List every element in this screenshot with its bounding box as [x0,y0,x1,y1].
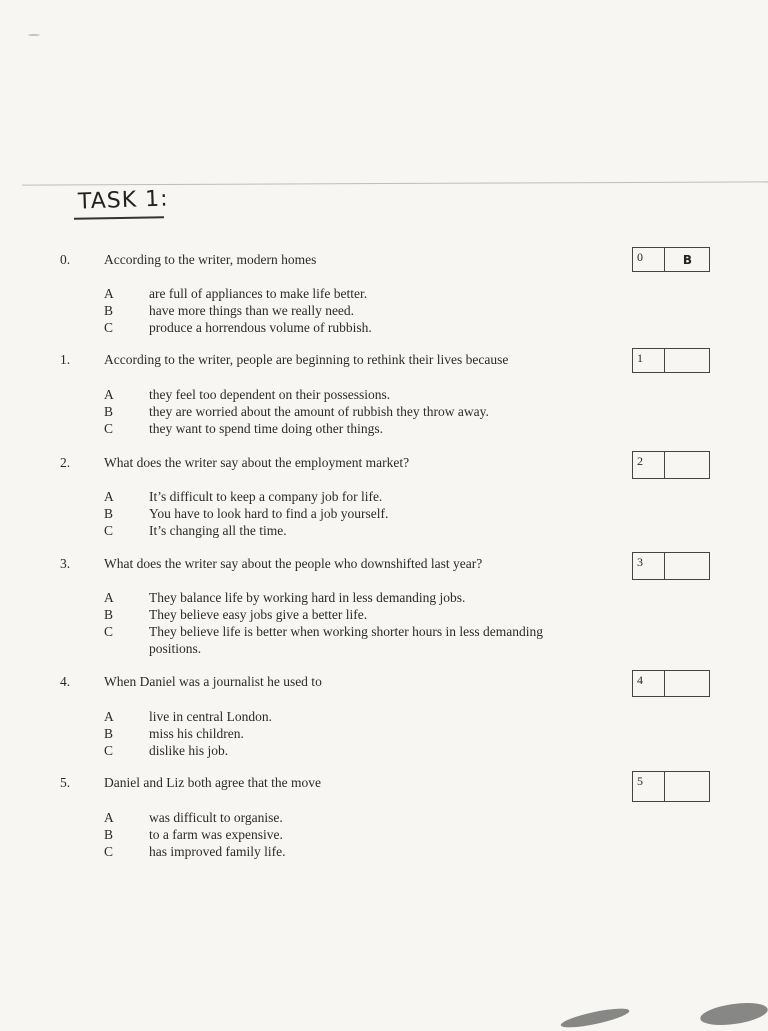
answer-box-2[interactable] [632,451,710,479]
option-letter: C [104,743,114,758]
answer-box-number: 3 [633,553,665,579]
question-number: 4. [60,674,71,689]
option-b[interactable] [104,606,574,623]
question-number: 5. [60,775,71,790]
question-text: When Daniel was a journalist he used to [104,674,322,689]
question-number: 1. [60,352,71,367]
option-text: was difficult to organise. [149,810,283,825]
options-2 [104,488,604,539]
option-letter: A [104,387,114,402]
answer-box-1[interactable] [632,348,710,373]
option-b[interactable] [104,505,604,522]
question-number: 2. [60,455,71,470]
option-text: they feel too dependent on their possessions. [149,387,391,402]
option-b[interactable] [104,725,604,742]
option-text: You have to look hard to find a job yourself. [149,506,389,521]
option-a[interactable] [104,285,604,302]
option-a[interactable] [104,488,604,505]
question-text: According to the writer, people are beginning to rethink their lives because [104,352,509,367]
answer-box-number: 4 [633,671,665,696]
answer-box-number: 2 [633,452,665,478]
options-4 [104,708,604,759]
option-letter: A [104,810,114,825]
option-letter: B [104,303,114,318]
option-letter: A [104,590,114,605]
option-text: are full of appliances to make life better. [149,286,368,301]
option-c[interactable] [104,522,604,539]
option-text: live in central London. [149,709,272,724]
option-text: miss his children. [149,726,244,741]
option-b[interactable] [104,403,604,420]
answer-box-value: B [682,253,693,267]
option-text: they are worried about the amount of rubbish they throw away. [149,404,489,419]
option-c[interactable] [104,623,574,657]
options-5 [104,809,604,860]
answer-box-number: 5 [633,772,665,801]
question-text: What does the writer say about the people who downshifted last year? [104,556,483,571]
task-title: TASK 1: [77,186,169,215]
answer-box-value [666,349,709,372]
options-1 [104,386,604,437]
option-a[interactable] [104,809,604,826]
option-c[interactable] [104,742,604,759]
option-letter: A [104,286,114,301]
option-a[interactable] [104,386,604,403]
answer-box-3[interactable] [632,552,710,580]
scan-smudge [560,1005,631,1031]
option-letter: C [104,523,114,538]
option-text: to a farm was expensive. [149,827,283,842]
option-letter: A [104,709,114,724]
answer-box-value [666,772,709,801]
option-letter: C [104,421,114,436]
option-text: They believe life is better when working shorter hours in less demanding positions. [149,624,544,656]
option-letter: B [104,506,114,521]
answer-box-4[interactable] [632,670,710,697]
options-0 [104,285,604,336]
option-text: have more things than we really need. [149,303,355,318]
option-letter: C [104,844,114,859]
option-letter: C [104,624,114,639]
top-divider [22,181,768,185]
option-a[interactable] [104,708,604,725]
question-text: What does the writer say about the employment market? [104,455,410,470]
answer-box-value [666,553,709,579]
option-letter: B [104,404,114,419]
task-title-underline [74,216,164,220]
option-a[interactable] [104,589,574,606]
option-text: It’s difficult to keep a company job for life. [149,489,383,504]
option-text: They balance life by working hard in less demanding jobs. [149,590,466,605]
option-c[interactable] [104,843,604,860]
options-3 [104,589,574,657]
option-letter: B [104,726,114,741]
option-text: they want to spend time doing other things. [149,421,383,436]
option-text: has improved family life. [149,844,286,859]
option-text: produce a horrendous volume of rubbish. [149,320,372,335]
question-text: According to the writer, modern homes [104,252,317,267]
answer-box-number: 1 [633,349,665,372]
option-c[interactable] [104,420,604,437]
option-b[interactable] [104,826,604,843]
question-number: 3. [60,556,71,571]
option-letter: B [104,827,114,842]
answer-box-number: 0 [633,248,665,271]
option-letter: A [104,489,114,504]
option-text: They believe easy jobs give a better life. [149,607,368,622]
option-c[interactable] [104,319,604,336]
scan-mark [28,34,40,36]
answer-box-0[interactable] [632,247,710,272]
option-letter: C [104,320,114,335]
question-number: 0. [60,252,71,267]
option-b[interactable] [104,302,604,319]
option-text: It’s changing all the time. [149,523,287,538]
answer-box-value [666,671,709,696]
answer-box-5[interactable] [632,771,710,802]
option-text: dislike his job. [149,743,229,758]
answer-box-value [666,452,709,478]
question-text: Daniel and Liz both agree that the move [104,775,322,790]
scan-smudge [699,999,768,1028]
option-letter: B [104,607,114,622]
